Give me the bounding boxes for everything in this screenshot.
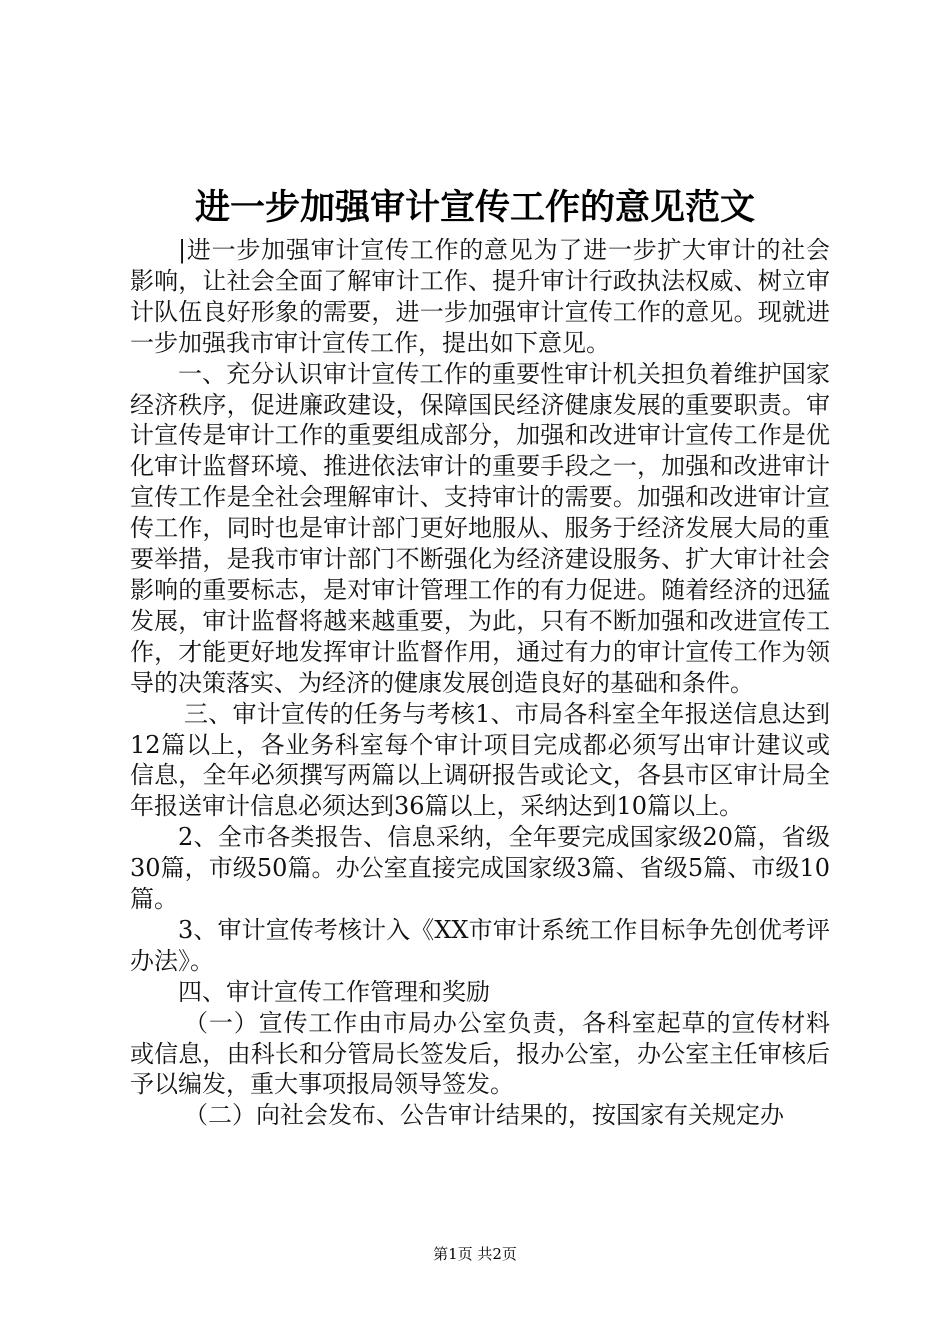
paragraph-section-1: 一、充分认识审计宣传工作的重要性审计机关担负着维护国家经济秩序，促进廉政建设，保障国民经济健康发展的重要职责。审计宣传是审计工作的重要组成部分，加强和改进审计宣传工作是优化审计监督环境、推进依法审计的重要手段之一，加强和改进审计宣传工作是全社会理解审计、支持审计的需要。加强和改进审计宣传工作，同时也是审计部门更好地服从、服务于经济发展大局的重要举措，是我市审计部门不断强化为经济建设服务、扩大审计社会影响的重要标志，是对审计管理工作的有力促进。随着经济的迅猛发展，审计监督将越来越重要，为此，只有不断加强和改进宣传工作，才能更好地发挥审计监督作用，通过有力的审计宣传工作为领导的决策落实、为经济的健康发展创造良好的基础和条件。 [130,359,830,697]
paragraph-intro: |进一步加强审计宣传工作的意见为了进一步扩大审计的社会影响，让社会全面了解审计工作、提升审计行政执法权威、树立审计队伍良好形象的需要，进一步加强审计宣传工作的意见。现就进一步加强我市审计宣传工作，提出如下意见。 [130,236,830,357]
paragraph-item-2: 2、全市各类报告、信息采纳，全年要完成国家级20篇，省级30篇，市级50篇。办公室直接完成国家级3篇、省级5篇、市级10篇。 [130,823,830,914]
paragraph-section-3: 三、审计宣传的任务与考核1、市局各科室全年报送信息达到12篇以上，各业务科室每个审计项目完成都必须写出审计建议或信息，全年必须撰写两篇以上调研报告或论文，各县市区审计局全年报送审计信息必须达到36篇以上，采纳达到10篇以上。 [130,699,830,821]
paragraph-sub-2: （二）向社会发布、公告审计结果的，按国家有关规定办 [184,1101,784,1130]
paragraph-item-3: 3、审计宣传考核计入《XX市审计系统工作目标争先创优考评办法》。 [130,915,830,975]
document-title: 进一步加强审计宣传工作的意见范文 [194,187,755,228]
paragraph-sub-1: （一）宣传工作由市局办公室负责，各科室起草的宣传材料或信息，由科长和分管局长签发后，报办公室，办公室主任审核后予以编发，重大事项报局领导签发。 [130,1008,830,1099]
page-footer: 第1页 共2页 [433,1245,517,1263]
document-body [130,235,830,1131]
paragraph-section-4-heading: 四、审计宣传工作管理和奖励 [178,977,490,1006]
